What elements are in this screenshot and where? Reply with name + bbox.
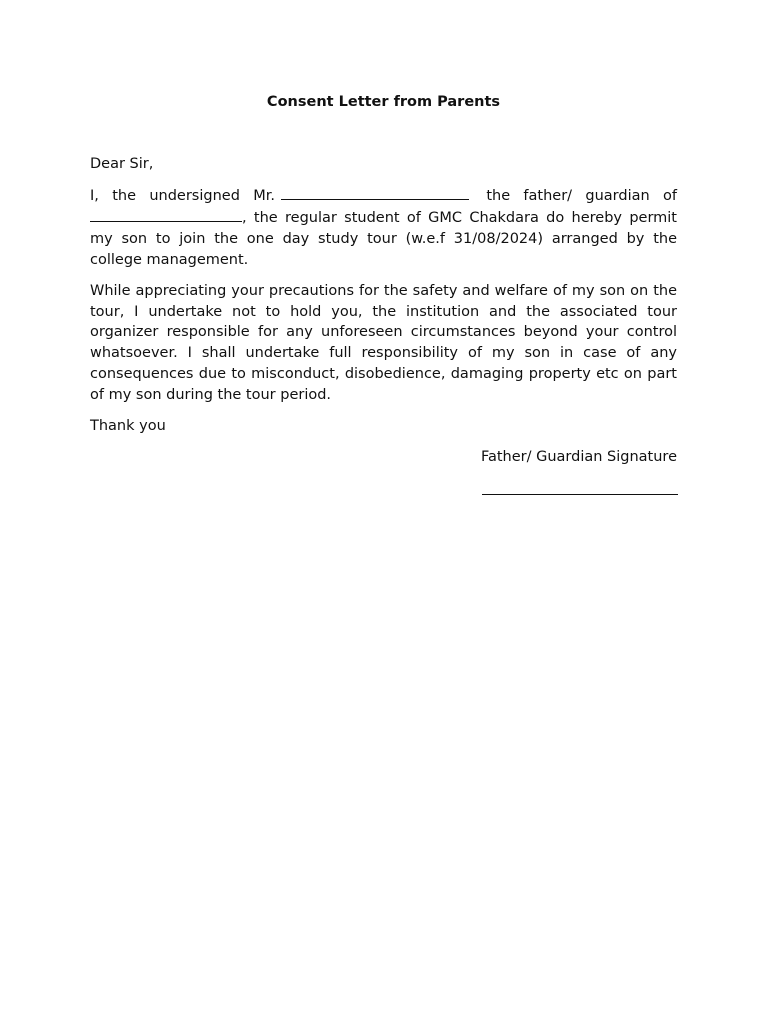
- consent-text-start: I, the undersigned Mr.: [90, 188, 275, 205]
- signature-line[interactable]: [482, 494, 678, 495]
- responsibility-paragraph: While appreciating your precautions for the safety and welfare of my son on the tour, I undertake not to hold you, the institution and the associated tour organizer responsible for any unforeseen circumstances beyond your control whatsoever. I shall undertake full responsibility of my son in case of any consequences due to misconduct, disobedience, damaging property etc on part of my son during the tour period.: [90, 282, 677, 403]
- consent-paragraph: [90, 185, 677, 270]
- consent-text-middle: the father/ guardian of: [486, 188, 677, 205]
- letter-title: Consent Letter from Parents: [266, 94, 501, 110]
- closing: Thank you: [90, 417, 166, 434]
- son-name-blank[interactable]: [90, 207, 242, 222]
- father-name-blank[interactable]: [281, 185, 469, 200]
- salutation: Dear Sir,: [90, 156, 154, 172]
- signature-label: Father/ Guardian Signature: [480, 449, 677, 466]
- letter-body: [90, 154, 677, 468]
- consent-text-end: , the regular student of GMC Chakdara do hereby permit my son to join the one day study tour (w.e.f 31/08/2024) arranged by the college management.: [90, 209, 677, 268]
